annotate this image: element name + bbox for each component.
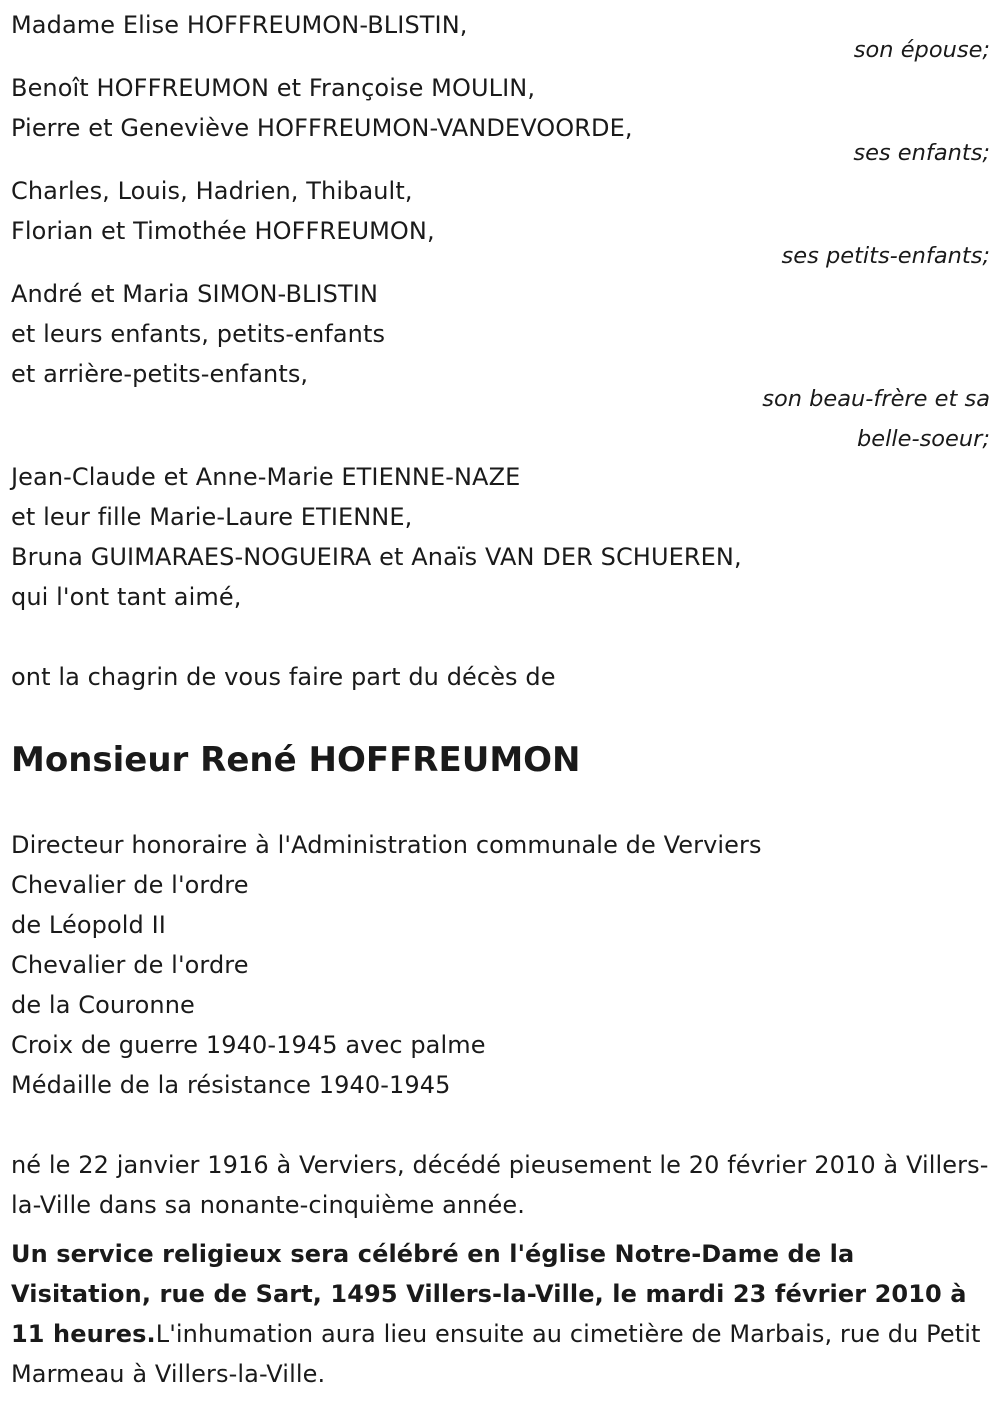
children-line-1: Benoît HOFFREUMON et Françoise MOULIN, [11,74,536,102]
friends-line-1: Jean-Claude et Anne-Marie ETIENNE-NAZE [11,463,521,491]
service-details: Un service religieux sera célébré en l'église Notre-Dame de la Visitation, rue de Sart, 1495 Villers-la-Ville, le mardi 23 février 2010 à 11 heures. [11,1240,967,1348]
birth-death-paragraph: né le 22 janvier 1916 à Verviers, décédé pieusement le 20 février 2010 à Villers-la-Ville dans sa nonante-cinquième année. [11,1151,989,1219]
grandchildren-line-2: Florian et Timothée HOFFREUMON, [11,217,435,245]
title-line-7: Médaille de la résistance 1940-1945 [11,1071,451,1099]
in-laws-role-line-2: belle-soeur; [856,426,990,452]
burial-details: L'inhumation aura lieu ensuite au cimetière de Marbais, rue du Petit Marmeau à Villers-la-Ville. [11,1320,981,1388]
friends-line-4: qui l'ont tant aimé, [11,583,242,611]
spouse-line: Madame Elise HOFFREUMON-BLISTIN, [11,11,468,39]
in-laws-role-line-1: son beau-frère et sa [762,386,990,412]
in-laws-line-1: André et Maria SIMON-BLISTIN [11,280,378,308]
title-line-3: de Léopold II [11,911,166,939]
deceased-name: Monsieur René HOFFREUMON [11,740,581,780]
service-paragraph [11,1234,996,1394]
title-line-2: Chevalier de l'ordre [11,871,249,899]
announcement: ont la chagrin de vous faire part du décès de [11,663,556,691]
children-line-2: Pierre et Geneviève HOFFREUMON-VANDEVOORDE, [11,114,633,142]
title-line-4: Chevalier de l'ordre [11,951,249,979]
grandchildren-role: ses petits-enfants; [781,243,990,269]
friends-line-2: et leur fille Marie-Laure ETIENNE, [11,503,413,531]
in-laws-line-3: et arrière-petits-enfants, [11,360,309,388]
children-role: ses enfants; [853,140,990,166]
title-line-6: Croix de guerre 1940-1945 avec palme [11,1031,486,1059]
in-laws-line-2: et leurs enfants, petits-enfants [11,320,386,348]
title-line-1: Directeur honoraire à l'Administration communale de Verviers [11,831,762,859]
grandchildren-line-1: Charles, Louis, Hadrien, Thibault, [11,177,413,205]
spouse-role: son épouse; [853,37,990,63]
title-line-5: de la Couronne [11,991,195,1019]
friends-line-3: Bruna GUIMARAES-NOGUEIRA et Anaïs VAN DER SCHUEREN, [11,543,742,571]
